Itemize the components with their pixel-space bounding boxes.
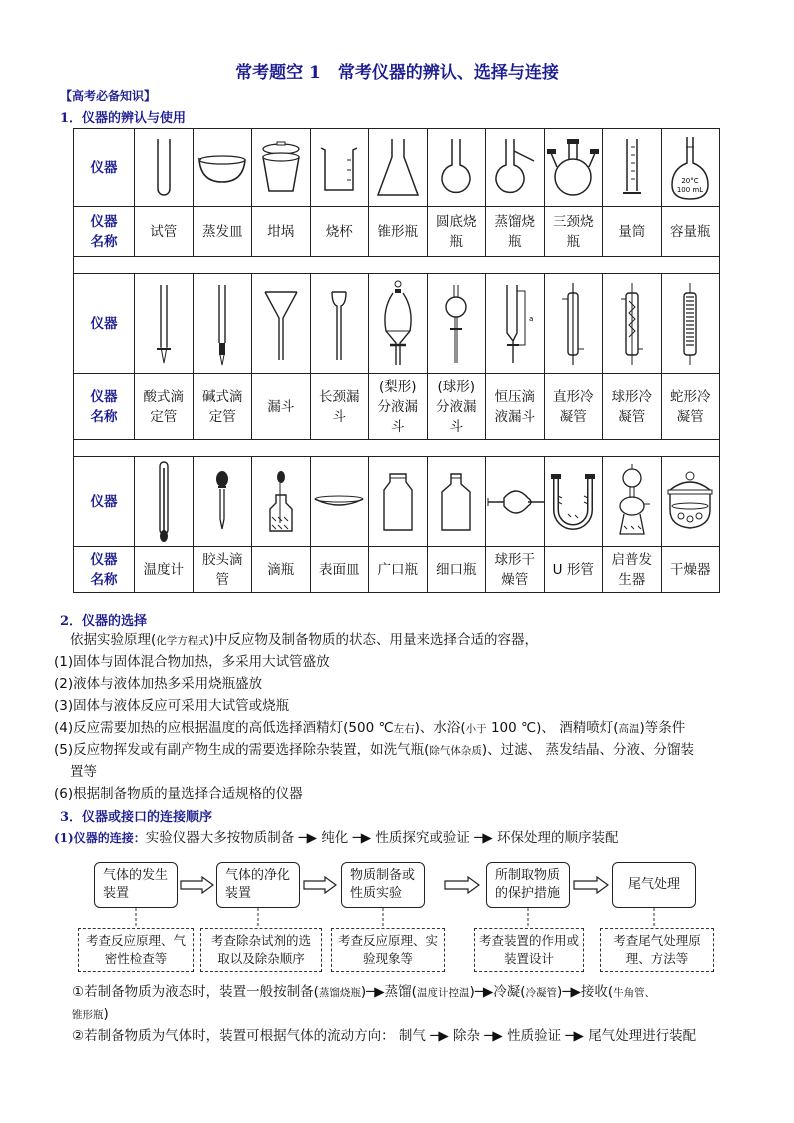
table-row: [74, 207, 720, 257]
row-label-name: 仪器 名称: [74, 547, 135, 593]
thermometer-icon: [135, 457, 194, 547]
conical-flask-icon: [369, 129, 428, 207]
arrow-right-icon: ─▶: [474, 984, 494, 1000]
instrument-name: 胶头滴管: [193, 547, 252, 593]
base-burette-icon: [193, 274, 252, 374]
hollow-arrow-icon: [303, 876, 337, 894]
coil-condenser-icon: [661, 274, 720, 374]
dashed-box-generation: 考查反应原理、气密性检查等: [78, 928, 194, 972]
row-label-instrument: 仪器: [74, 274, 135, 374]
section2-intro: 依据实验原理(化学方程式)中反应物及制备物质的状态、用量来选择合适的容器，: [70, 632, 539, 648]
arrow-right-icon: ─▶: [469, 830, 497, 846]
bulb-condenser-icon: [603, 274, 662, 374]
list-item: (5)反应物挥发或有副产物生成的需要选择除杂装置，如洗气瓶(除气体杂质)、过滤、 蒸发结晶、分液、分馏装: [54, 742, 694, 758]
instrument-name: 长颈漏斗: [310, 374, 369, 440]
crucible-icon: [252, 129, 311, 207]
arrow-right-icon: ─▶: [366, 984, 385, 1000]
note-gas: ②若制备物质为气体时，装置可根据气体的流动方向： 制气 ─▶ 除杂 ─▶ 性质验证 ─▶ 尾气处理进行装配: [72, 1028, 697, 1044]
list-item: (2)液体与液体加热多采用烧瓶盛放: [54, 676, 263, 692]
instrument-name: 量筒: [603, 207, 662, 257]
instrument-name: U 形管: [544, 547, 603, 593]
ball-drying-tube-icon: [486, 457, 545, 547]
desiccator-icon: [661, 457, 720, 547]
list-item: (1)固体与固体混合物加热，多采用大试管盛放: [54, 654, 330, 670]
instrument-name: 温度计: [135, 547, 194, 593]
instrument-name: 直形冷凝管: [544, 374, 603, 440]
instrument-name: 坩埚: [252, 207, 311, 257]
dropping-bottle-icon: [252, 457, 311, 547]
instrument-name: 干燥器: [661, 547, 720, 593]
wide-mouth-bottle-icon: [369, 457, 428, 547]
arrow-right-icon: ─▶: [425, 1028, 453, 1044]
svg-text:20°C: 20°C: [681, 176, 699, 185]
straight-condenser-icon: [544, 274, 603, 374]
arrow-right-icon: ─▶: [480, 1028, 508, 1044]
instrument-name: 圆底烧瓶: [427, 207, 486, 257]
distilling-flask-icon: [486, 129, 545, 207]
u-tube-icon: [544, 457, 603, 547]
table-row: [74, 547, 720, 593]
funnel-icon: [252, 274, 311, 374]
arrow-right-icon: ─▶: [348, 830, 376, 846]
beaker-icon: [310, 129, 369, 207]
table-spacer: [74, 257, 720, 274]
list-item: (4)反应需要加热的应根据温度的高低选择酒精灯(500 ℃左右)、水浴(小于 100 ℃)、 酒精喷灯(高温)等条件: [54, 720, 686, 736]
volumetric-flask-icon: [661, 129, 720, 207]
instrument-name: (球形)分液漏斗: [427, 374, 486, 440]
list-item-continued: 置等: [70, 764, 97, 780]
instrument-name: 碱式滴定管: [193, 374, 252, 440]
section1-heading: 1．仪器的辨认与使用: [60, 111, 187, 126]
svg-text:100 mL: 100 mL: [677, 185, 704, 194]
row-label-name: 仪器 名称: [74, 374, 135, 440]
table-row: [74, 129, 720, 207]
dashed-box-purification: 考查除杂试剂的选取以及除杂顺序: [200, 928, 322, 972]
instrument-name: 球形干燥管: [486, 547, 545, 593]
row-label-instrument: 仪器: [74, 129, 135, 207]
instrument-name: (梨形)分液漏斗: [369, 374, 428, 440]
instrument-name: 锥形瓶: [369, 207, 428, 257]
flow-box-protection: 所制取物质的保护措施: [486, 862, 570, 908]
three-neck-flask-icon: [544, 129, 603, 207]
dashed-connectors: [0, 908, 794, 930]
table-row: [74, 374, 720, 440]
instrument-name: 酸式滴定管: [135, 374, 194, 440]
rubber-dropper-icon: [193, 457, 252, 547]
instrument-name: 蛇形冷凝管: [661, 374, 720, 440]
arrow-right-icon: ─▶: [562, 984, 581, 1000]
table-row: [74, 274, 720, 374]
section3-heading: 3．仪器或接口的连接顺序: [60, 810, 213, 825]
graduated-cylinder-icon: [603, 129, 662, 207]
arrow-right-icon: ─▶: [561, 1028, 589, 1044]
instrument-name: 蒸发皿: [193, 207, 252, 257]
hollow-arrow-icon: [180, 876, 214, 894]
section2-heading: 2．仪器的选择: [60, 614, 148, 629]
instrument-name: 球形冷凝管: [603, 374, 662, 440]
table-spacer: [74, 440, 720, 457]
list-item: (6)根据制备物质的量选择合适规格的仪器: [54, 786, 303, 802]
row-label-instrument: 仪器: [74, 457, 135, 547]
instrument-name: 烧杯: [310, 207, 369, 257]
note-liquid-continued: 锥形瓶): [72, 1006, 109, 1022]
long-neck-funnel-icon: [310, 274, 369, 374]
watch-glass-icon: [310, 457, 369, 547]
instrument-name: 蒸馏烧瓶: [486, 207, 545, 257]
ball-separatory-funnel-icon: [427, 274, 486, 374]
flow-box-generation: 气体的发生装置: [94, 862, 178, 908]
dashed-box-protection: 考查装置的作用或装置设计: [474, 928, 584, 972]
dashed-box-preparation: 考查反应原理、实验现象等: [331, 928, 445, 972]
hollow-arrow-icon: [573, 876, 609, 894]
round-bottom-flask-icon: [427, 129, 486, 207]
acid-burette-icon: [135, 274, 194, 374]
flow-box-purification: 气体的净化装置: [216, 862, 300, 908]
connection-order-line: (1)仪器的连接：实验仪器大多按物质制备 ─▶ 纯化 ─▶ 性质探究或验证 ─▶ 环保处理的顺序装配: [54, 830, 619, 846]
svg-text:a: a: [528, 314, 534, 323]
dashed-box-tail-gas: 考查尾气处理原理、方法等: [600, 928, 714, 972]
instrument-name: 三颈烧瓶: [544, 207, 603, 257]
kipp-generator-icon: [603, 457, 662, 547]
instrument-name: 试管: [135, 207, 194, 257]
flow-box-tail-gas: 尾气处理: [612, 862, 696, 908]
page-title: 常考题空 1 常考仪器的辨认、选择与连接: [235, 63, 559, 83]
flow-box-preparation: 物质制备或性质实验: [341, 862, 425, 908]
instrument-table: [73, 128, 720, 593]
arrow-right-icon: ─▶: [294, 830, 322, 846]
narrow-mouth-bottle-icon: [427, 457, 486, 547]
instrument-name: 容量瓶: [661, 207, 720, 257]
instrument-name: 滴瓶: [252, 547, 311, 593]
row-label-name: 仪器 名称: [74, 207, 135, 257]
pear-separatory-funnel-icon: [369, 274, 428, 374]
pressure-equalizing-funnel-icon: [486, 274, 545, 374]
table-row: [74, 457, 720, 547]
instrument-name: 启普发生器: [603, 547, 662, 593]
instrument-name: 广口瓶: [369, 547, 428, 593]
note-liquid: ①若制备物质为液态时，装置一般按制备(蒸馏烧瓶)─▶蒸馏(温度计控温)─▶冷凝(冷凝管)─▶接收(牛角管、: [72, 984, 656, 1000]
list-item: (3)固体与液体反应可采用大试管或烧瓶: [54, 698, 290, 714]
test-tube-icon: [135, 129, 194, 207]
instrument-name: 漏斗: [252, 374, 311, 440]
instrument-name: 细口瓶: [427, 547, 486, 593]
hollow-arrow-icon: [444, 876, 480, 894]
instrument-name: 表面皿: [310, 547, 369, 593]
instrument-name: 恒压滴液漏斗: [486, 374, 545, 440]
section-tag: 【高考必备知识】: [60, 89, 157, 103]
evaporating-dish-icon: [193, 129, 252, 207]
